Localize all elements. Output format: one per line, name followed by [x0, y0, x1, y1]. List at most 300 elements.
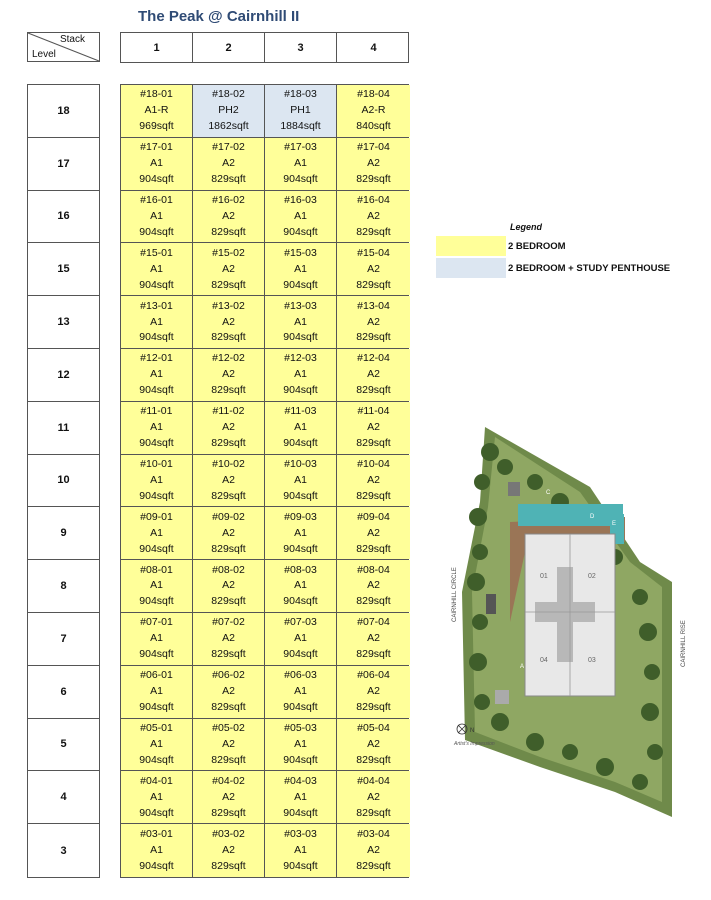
unit-type: A1 [150, 157, 163, 170]
unit-type: A1 [294, 579, 307, 592]
pavilion [508, 482, 520, 496]
unit-type: A2 [222, 685, 235, 698]
unit-type: A1 [150, 526, 163, 539]
unit-type: A1 [150, 209, 163, 222]
unit-number: #17-03 [284, 141, 317, 154]
unit-area: 904sqft [283, 384, 318, 397]
unit-type: A2 [222, 737, 235, 750]
unit-type: A1 [150, 579, 163, 592]
unit-number: #15-01 [140, 246, 173, 259]
unit-number: #11-04 [357, 405, 390, 418]
unit-cell [265, 560, 337, 612]
unit-area: 904sqft [283, 806, 318, 819]
unit-area: 829sqft [211, 331, 246, 344]
unit-cell [265, 243, 337, 295]
unit-area: 829sqft [211, 648, 246, 661]
unit-cell [193, 455, 265, 507]
unit-number: #03-01 [140, 827, 173, 840]
unit-cell [265, 507, 337, 559]
unit-number: #08-02 [212, 563, 245, 576]
legend-label: 2 BEDROOM [508, 240, 566, 252]
unit-area: 904sqft [283, 225, 318, 238]
unit-type: A2 [222, 632, 235, 645]
unit-type: A2 [222, 315, 235, 328]
unit-cell [337, 560, 410, 612]
unit-area: 829sqft [211, 384, 246, 397]
unit-row [121, 349, 408, 402]
unit-cell [121, 85, 193, 137]
unit-number: #07-01 [140, 616, 173, 629]
unit-cell [265, 85, 337, 137]
stack-header-3: 3 [265, 33, 337, 62]
unit-number: #03-03 [284, 827, 317, 840]
unit-type: A1 [294, 685, 307, 698]
legend-label: 2 BEDROOM + STUDY PENTHOUSE [508, 262, 671, 274]
unit-number: #05-03 [284, 721, 317, 734]
unit-cell [265, 771, 337, 823]
unit-type: A2 [222, 526, 235, 539]
unit-number: #09-01 [140, 510, 173, 523]
unit-type: PH2 [218, 104, 239, 117]
unit-area: 829sqft [356, 860, 391, 873]
unit-cell [265, 349, 337, 401]
legend-item-penthouse [436, 258, 670, 278]
unit-area: 829sqft [356, 173, 391, 186]
unit-row [121, 666, 408, 719]
svg-text:01: 01 [540, 573, 548, 580]
unit-type: A1 [294, 790, 307, 803]
stack-header-1: 1 [121, 33, 193, 62]
unit-cell [337, 85, 410, 137]
unit-number: #09-04 [357, 510, 390, 523]
unit-area: 904sqft [139, 753, 174, 766]
unit-type: A2 [367, 526, 380, 539]
unit-cell [265, 138, 337, 190]
level-5: 5 [28, 719, 99, 772]
unit-area: 829sqft [211, 753, 246, 766]
unit-type: A2 [367, 315, 380, 328]
level-18: 18 [28, 85, 99, 138]
site-plan-image [440, 422, 687, 822]
unit-cell [265, 666, 337, 718]
unit-area: 904sqft [139, 860, 174, 873]
unit-cell [121, 455, 193, 507]
unit-cell [337, 243, 410, 295]
level-8: 8 [28, 560, 99, 613]
unit-type: A2 [367, 157, 380, 170]
svg-text:04: 04 [540, 657, 548, 664]
unit-type: A1 [150, 421, 163, 434]
unit-number: #07-03 [284, 616, 317, 629]
level-9: 9 [28, 507, 99, 560]
unit-number: #15-02 [212, 246, 245, 259]
unit-type: A1 [150, 790, 163, 803]
unit-number: #15-04 [357, 246, 390, 259]
unit-area: 904sqft [139, 278, 174, 291]
unit-number: #11-01 [140, 405, 173, 418]
unit-cell [193, 243, 265, 295]
unit-area: 829sqft [356, 437, 391, 450]
svg-text:E: E [612, 521, 617, 527]
unit-type: A2 [367, 473, 380, 486]
unit-number: #17-04 [357, 141, 390, 154]
level-3: 3 [28, 824, 99, 877]
unit-number: #05-04 [357, 721, 390, 734]
unit-cell [121, 243, 193, 295]
unit-number: #04-02 [212, 774, 245, 787]
unit-type: A1 [150, 315, 163, 328]
unit-number: #08-03 [284, 563, 317, 576]
unit-area: 904sqft [139, 384, 174, 397]
unit-area: 904sqft [283, 701, 318, 713]
unit-type: A2 [222, 157, 235, 170]
stack-header-4: 4 [370, 41, 377, 54]
unit-cell [265, 455, 337, 507]
unit-number: #13-04 [357, 299, 390, 312]
unit-number: #10-04 [357, 457, 390, 470]
unit-cell [121, 507, 193, 559]
unit-area: 829sqft [356, 648, 391, 661]
unit-cell [265, 824, 337, 877]
svg-text:03: 03 [588, 657, 596, 664]
unit-cell [193, 666, 265, 718]
unit-row [121, 402, 408, 455]
unit-cell [337, 402, 410, 454]
unit-type: A2 [367, 368, 380, 381]
unit-cell [193, 85, 265, 137]
stack-label: Stack [59, 34, 85, 45]
unit-number: #12-04 [357, 352, 390, 365]
unit-cell [337, 191, 410, 243]
unit-type: A2 [222, 579, 235, 592]
unit-cell [265, 719, 337, 771]
unit-cell [121, 349, 193, 401]
unit-number: #09-02 [212, 510, 245, 523]
unit-area: 969sqft [139, 120, 174, 133]
unit-cell [337, 296, 410, 348]
unit-number: #05-02 [212, 721, 245, 734]
unit-area: 904sqft [139, 648, 174, 661]
unit-number: #18-01 [140, 88, 173, 101]
stack-header-2: 2 [193, 33, 265, 62]
unit-number: #10-02 [212, 457, 245, 470]
unit-area: 829sqft [356, 701, 391, 713]
unit-area: 829sqft [211, 173, 246, 186]
unit-type: A1 [294, 368, 307, 381]
unit-area: 829sqft [211, 542, 246, 555]
unit-type: PH1 [290, 104, 311, 117]
unit-area: 829sqft [356, 595, 391, 608]
road-right-label: CAIRNHILL RISE [681, 620, 687, 667]
unit-number: #10-01 [140, 457, 173, 470]
unit-number: #12-01 [140, 352, 173, 365]
unit-number: #09-03 [284, 510, 317, 523]
unit-area: 829sqft [356, 331, 391, 344]
unit-area: 1884sqft [280, 120, 321, 133]
level-13: 13 [28, 296, 99, 349]
unit-cell [121, 296, 193, 348]
unit-number: #04-01 [140, 774, 173, 787]
unit-area: 904sqft [283, 595, 318, 608]
unit-number: #06-02 [212, 669, 245, 682]
unit-cell [337, 349, 410, 401]
unit-cell [337, 666, 410, 718]
unit-type: A1 [294, 157, 307, 170]
unit-area: 829sqft [356, 753, 391, 766]
unit-cell [121, 824, 193, 877]
unit-area: 904sqft [283, 648, 318, 661]
unit-area: 829sqft [211, 595, 246, 608]
svg-text:02: 02 [588, 573, 596, 580]
unit-type: A1-R [144, 104, 169, 117]
unit-number: #12-02 [212, 352, 245, 365]
unit-area: 904sqft [139, 806, 174, 819]
unit-row [121, 560, 408, 613]
unit-area: 904sqft [283, 437, 318, 450]
unit-row [121, 719, 408, 772]
unit-row [121, 243, 408, 296]
unit-type: A1 [294, 262, 307, 275]
unit-grid [120, 84, 409, 878]
unit-area: 829sqft [356, 542, 391, 555]
unit-area: 829sqft [356, 225, 391, 238]
unit-number: #05-01 [140, 721, 173, 734]
unit-cell [193, 191, 265, 243]
svg-text:C: C [546, 490, 551, 496]
level-4: 4 [28, 771, 99, 824]
unit-area: 904sqft [283, 278, 318, 291]
unit-type: A1 [294, 421, 307, 434]
unit-area: 829sqft [211, 806, 246, 819]
unit-type: A2 [222, 473, 235, 486]
unit-cell [121, 402, 193, 454]
unit-area: 829sqft [356, 806, 391, 819]
unit-number: #03-02 [212, 827, 245, 840]
unit-cell [193, 719, 265, 771]
legend-item-2-bedroom [436, 236, 566, 256]
unit-area: 904sqft [283, 860, 318, 873]
unit-number: #06-01 [140, 669, 173, 682]
unit-area: 904sqft [283, 489, 318, 502]
stack-level-header [27, 32, 100, 62]
unit-number: #03-04 [357, 827, 390, 840]
unit-number: #04-03 [284, 774, 317, 787]
unit-number: #17-02 [212, 141, 245, 154]
unit-area: 840sqft [356, 120, 391, 133]
unit-cell [193, 507, 265, 559]
unit-cell [265, 402, 337, 454]
unit-cell [193, 613, 265, 665]
level-17: 17 [28, 138, 99, 191]
unit-cell [265, 296, 337, 348]
unit-cell [337, 507, 410, 559]
unit-row [121, 138, 408, 191]
unit-cell [193, 349, 265, 401]
unit-area: 829sqft [356, 384, 391, 397]
page-title: The Peak @ Cairnhill II [138, 8, 300, 25]
artist-impression-note: Artist's Impression [454, 741, 495, 747]
unit-number: #11-02 [212, 405, 245, 418]
unit-cell [337, 719, 410, 771]
unit-number: #15-03 [284, 246, 317, 259]
unit-cell [265, 613, 337, 665]
level-7: 7 [28, 613, 99, 666]
unit-type: A2 [367, 685, 380, 698]
unit-type: A2 [367, 737, 380, 750]
unit-number: #08-01 [140, 563, 173, 576]
unit-type: A1 [294, 843, 307, 856]
pool [518, 504, 623, 526]
gate-structure [486, 594, 496, 614]
unit-area: 904sqft [139, 595, 174, 608]
unit-area: 829sqft [356, 489, 391, 502]
unit-row [121, 85, 408, 138]
unit-number: #07-02 [212, 616, 245, 629]
unit-number: #17-01 [140, 141, 173, 154]
unit-type: A1 [150, 685, 163, 698]
unit-cell [193, 296, 265, 348]
unit-type: A1 [150, 262, 163, 275]
unit-type: A1 [294, 737, 307, 750]
unit-number: #04-04 [357, 774, 390, 787]
unit-cell [121, 719, 193, 771]
unit-type: A2 [367, 262, 380, 275]
unit-type: A1 [294, 632, 307, 645]
unit-cell [337, 771, 410, 823]
unit-row [121, 455, 408, 508]
unit-type: A2 [367, 790, 380, 803]
legend-title: Legend [510, 222, 543, 232]
unit-type: A2 [367, 421, 380, 434]
unit-row [121, 824, 408, 877]
unit-type: A2 [367, 843, 380, 856]
unit-number: #16-03 [284, 193, 317, 206]
unit-area: 829sqft [211, 489, 246, 502]
unit-cell [121, 560, 193, 612]
unit-type: A2 [367, 579, 380, 592]
unit-type: A2 [367, 209, 380, 222]
unit-type: A2 [222, 209, 235, 222]
level-column [27, 84, 100, 878]
unit-number: #18-03 [284, 88, 317, 101]
level-15: 15 [28, 243, 99, 296]
unit-cell [265, 191, 337, 243]
unit-area: 829sqft [211, 225, 246, 238]
unit-number: #08-04 [357, 563, 390, 576]
guardhouse [495, 690, 509, 704]
unit-number: #11-03 [284, 405, 317, 418]
unit-type: A2 [222, 262, 235, 275]
unit-area: 829sqft [211, 278, 246, 291]
unit-number: #18-04 [357, 88, 390, 101]
level-10: 10 [28, 455, 99, 508]
level-12: 12 [28, 349, 99, 402]
unit-cell [193, 138, 265, 190]
unit-cell [337, 138, 410, 190]
unit-number: #06-04 [357, 669, 390, 682]
legend-swatch [436, 236, 506, 256]
unit-cell [121, 613, 193, 665]
unit-area: 904sqft [139, 489, 174, 502]
unit-cell [121, 138, 193, 190]
unit-cell [337, 613, 410, 665]
unit-type: A1 [294, 209, 307, 222]
road-left-label: CAIRNHILL CIRCLE [452, 567, 458, 622]
unit-area: 829sqft [211, 701, 246, 713]
unit-area: 904sqft [139, 173, 174, 186]
unit-type: A2 [367, 632, 380, 645]
unit-number: #16-04 [357, 193, 390, 206]
unit-type: A1 [150, 737, 163, 750]
unit-cell [193, 560, 265, 612]
unit-area: 829sqft [211, 437, 246, 450]
unit-type: A1 [150, 632, 163, 645]
unit-number: #10-03 [284, 457, 317, 470]
unit-type: A1 [294, 473, 307, 486]
unit-area: 904sqft [283, 173, 318, 186]
unit-area: 904sqft [283, 331, 318, 344]
unit-number: #16-02 [212, 193, 245, 206]
unit-area: 904sqft [139, 225, 174, 238]
unit-cell [121, 771, 193, 823]
svg-text:D: D [590, 514, 595, 520]
unit-type: A2 [222, 843, 235, 856]
unit-area: 829sqft [356, 278, 391, 291]
svg-text:A: A [520, 664, 525, 670]
unit-cell [193, 402, 265, 454]
unit-type: A1 [294, 315, 307, 328]
unit-cell [121, 666, 193, 718]
unit-number: #13-03 [284, 299, 317, 312]
unit-area: 829sqft [211, 860, 246, 873]
unit-type: A1 [150, 368, 163, 381]
unit-type: A2-R [361, 104, 386, 117]
unit-row [121, 613, 408, 666]
level-label: Level [32, 49, 56, 60]
unit-number: #16-01 [140, 193, 173, 206]
unit-number: #07-04 [357, 616, 390, 629]
unit-area: 904sqft [139, 331, 174, 344]
unit-row [121, 296, 408, 349]
unit-cell [121, 191, 193, 243]
unit-cell [337, 455, 410, 507]
unit-type: A1 [294, 526, 307, 539]
unit-area: 904sqft [283, 542, 318, 555]
unit-row [121, 771, 408, 824]
unit-area: 904sqft [139, 437, 174, 450]
unit-row [121, 507, 408, 560]
unit-number: #06-03 [284, 669, 317, 682]
level-11: 11 [28, 402, 99, 455]
unit-row [121, 191, 408, 244]
unit-area: 1862sqft [208, 120, 249, 133]
unit-type: A1 [150, 843, 163, 856]
level-16: 16 [28, 191, 99, 244]
unit-cell [337, 824, 410, 877]
unit-number: #13-01 [140, 299, 173, 312]
unit-type: A2 [222, 790, 235, 803]
unit-area: 904sqft [283, 753, 318, 766]
unit-type: A2 [222, 421, 235, 434]
unit-area: 904sqft [139, 701, 174, 713]
unit-number: #12-03 [284, 352, 317, 365]
unit-cell [193, 771, 265, 823]
unit-area: 904sqft [139, 542, 174, 555]
unit-number: #13-02 [212, 299, 245, 312]
unit-type: A2 [222, 368, 235, 381]
north-label: N [470, 728, 475, 734]
unit-number: #18-02 [212, 88, 245, 101]
